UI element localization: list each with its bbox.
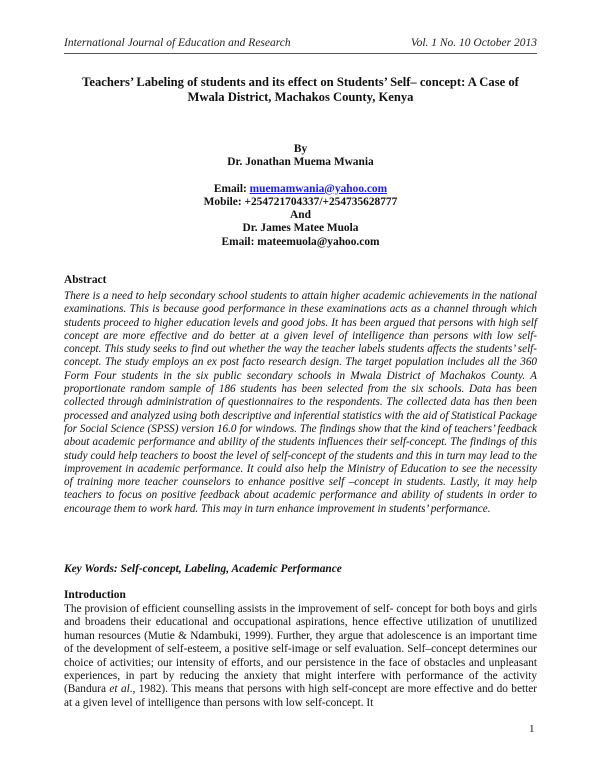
journal-name: International Journal of Education and Research	[64, 37, 291, 49]
page-number: 1	[529, 723, 535, 735]
intro-et-al: et al	[109, 683, 130, 696]
paper-title: Teachers’ Labeling of students and its effect on Students’ Self– concept: A Case of Mwala District, Machakos County, Kenya	[82, 75, 519, 104]
email-label: Email:	[213, 182, 247, 195]
by-label: By	[293, 143, 308, 155]
header-rule	[64, 53, 537, 54]
keywords: Key Words: Self-concept, Labeling, Academic Performance	[64, 563, 342, 575]
introduction-heading: Introduction	[64, 589, 126, 601]
abstract-heading: Abstract	[64, 274, 107, 286]
intro-text-part-1: The provision of efficient counselling assists in the improvement of self- concept for both boys and girls and broadens their educational and occupational aspirations, hence effective utilization of unutilized human resources (Mutie & Ndambuki, 1999). Further, they argue that adolescence is an important time of the development of self-esteem, a positive self-image or self evaluation. Self–concept determines our choice of activities; our intensity of efforts, and our persistence in the face of obstacles and unpleasant experiences, in part by reducing the anxiety that might interfere with performance of the activity (Bandura	[64, 603, 537, 696]
and-label: And	[290, 209, 311, 222]
author-1-name: Dr. Jonathan Muema Mwania	[227, 156, 374, 169]
author-2-email: Email: mateemuola@yahoo.com	[221, 235, 380, 248]
introduction-text	[64, 603, 537, 710]
author-1-email-line	[64, 183, 537, 196]
intro-text-part-2: ., 1982). This means that persons with high self-concept are more effective and do better at a given level of intelligence than persons with low self-concept. It	[64, 683, 538, 709]
author-1-email-link[interactable]: muemamwania@yahoo.com	[249, 182, 388, 195]
author-2-name: Dr. James Matee Muola	[242, 222, 359, 235]
author-block	[64, 143, 537, 249]
issue-info: Vol. 1 No. 10 October 2013	[410, 37, 537, 49]
author-1-mobile: Mobile: +254721704337/+254735628777	[203, 195, 398, 208]
abstract-text: There is a need to help secondary school students to attain higher academic achievements in the national examinations. This is because good performance in these examinations acts as a channel through which students proceed to higher education levels and good jobs. It has been argued that persons with high self concept are more effective and do better at a given level of intelligence than persons with low self-concept. This study seeks to find out whether the way the teacher labels students affects the students’ self-concept. The study employs an ex post facto research design. The target population includes all the 360 Form Four students in the six public secondary schools in Mwala District of Machakos County. A proportionate random sample of 186 students has been selected from the six schools. Data has been collected through administration of questionnaires to the respondents. The collected data has then been processed and analyzed using both descriptive and inferential statistics with the aid of Statistical Package for Social Science (SPSS) version 16.0 for windows. The findings show that the kind of teachers’ feedback about academic performance and ability of the students influences their self-concept. The findings of this study could help teachers to boost the level of self-concept of the students and this in turn may lead to the improvement in academic performance. It could also help the Ministry of Education to see the necessity of training more teacher counselors to enhance positive self –concept in students. Lastly, it may help teachers to focus on positive feedback about academic performance and ability of students in order to encourage them to work hard. This may in turn enhance improvement in students’ performance.	[64, 290, 537, 515]
